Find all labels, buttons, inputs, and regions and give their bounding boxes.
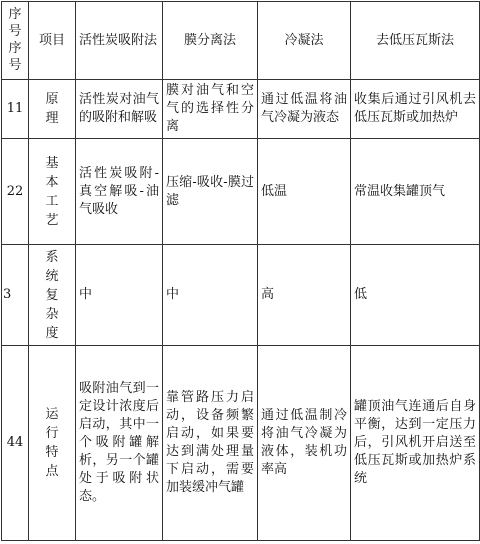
table-row xyxy=(2,245,480,345)
row-item xyxy=(29,139,76,245)
header-item-text: 项目 xyxy=(38,32,65,48)
header-low-pressure-gas xyxy=(351,2,480,80)
row-item xyxy=(29,245,76,345)
row-activated-carbon xyxy=(76,245,163,345)
header-activated-carbon xyxy=(76,2,163,80)
row-low-pressure-gas xyxy=(351,345,480,540)
row-seq xyxy=(2,139,29,245)
row-activated-carbon xyxy=(76,80,163,139)
row-condensation-text: 通过低温制冷将油气冷凝为液体，装机功率高 xyxy=(261,407,347,477)
table-row xyxy=(2,139,480,245)
row-membrane xyxy=(163,245,258,345)
row-condensation xyxy=(258,139,351,245)
header-membrane-text: 膜分离法 xyxy=(183,32,236,48)
row-low-pressure-gas-text: 低 xyxy=(354,287,368,303)
header-seq xyxy=(2,2,29,80)
row-low-pressure-gas-text: 罐顶油气连通后自身平衡，达到一定压力后，引风机开启送至低压瓦斯或加热炉系统 xyxy=(354,398,476,486)
row-item-text: 基本工艺 xyxy=(45,155,59,228)
row-seq xyxy=(2,245,29,345)
row-seq xyxy=(2,345,29,540)
row-seq-text: 22 xyxy=(6,183,24,199)
row-low-pressure-gas xyxy=(351,139,480,245)
row-seq-text: 44 xyxy=(6,434,24,450)
row-activated-carbon-text: 吸附油气到一定设计浓度后启动，其中一个吸附罐解析，另一个罐处于吸附状态。 xyxy=(79,380,159,504)
table-header-row xyxy=(2,2,480,80)
row-condensation xyxy=(258,345,351,540)
header-seq-text: 序号序号 xyxy=(8,7,22,74)
row-seq-text: 3 xyxy=(3,287,12,303)
row-item-text: 原理 xyxy=(45,92,59,127)
row-membrane-text: 膜对油气和空气的选择性分离 xyxy=(166,83,254,135)
row-condensation xyxy=(258,80,351,139)
header-low-pressure-gas-text: 去低压瓦斯法 xyxy=(375,32,454,48)
row-activated-carbon-text: 中 xyxy=(79,287,93,303)
row-condensation-text: 高 xyxy=(261,287,275,303)
row-low-pressure-gas-text: 收集后通过引风机去低压瓦斯或加热炉 xyxy=(354,92,476,126)
row-membrane xyxy=(163,139,258,245)
row-activated-carbon-text: 活性炭对油气的吸附和解吸 xyxy=(79,92,159,126)
header-activated-carbon-text: 活性炭吸附法 xyxy=(79,32,158,48)
row-activated-carbon xyxy=(76,139,163,245)
row-condensation xyxy=(258,245,351,345)
header-condensation-text: 冷凝法 xyxy=(284,32,324,48)
row-seq xyxy=(2,80,29,139)
row-membrane xyxy=(163,80,258,139)
comparison-table xyxy=(1,1,480,541)
header-membrane xyxy=(163,2,258,80)
row-seq-text: 11 xyxy=(6,101,24,117)
row-activated-carbon xyxy=(76,345,163,540)
row-item-text: 运行特点 xyxy=(45,406,59,479)
row-item xyxy=(29,80,76,139)
row-membrane-text: 压缩-吸收-膜过滤 xyxy=(166,174,254,208)
row-item xyxy=(29,345,76,540)
row-low-pressure-gas xyxy=(351,80,480,139)
row-condensation-text: 低温 xyxy=(261,183,288,199)
row-item-text: 系统复杂度 xyxy=(45,249,59,341)
row-membrane xyxy=(163,345,258,540)
table-row xyxy=(2,80,480,139)
row-condensation-text: 通过低温将油气冷凝为液态 xyxy=(261,92,347,126)
row-membrane-text: 中 xyxy=(166,287,180,303)
header-item xyxy=(29,2,76,80)
row-membrane-text: 靠管路压力启动，设备频繁启动，如果要达到满处理量下启动，需要加装缓冲气罐 xyxy=(166,389,254,495)
row-low-pressure-gas xyxy=(351,245,480,345)
header-condensation xyxy=(258,2,351,80)
table-row xyxy=(2,345,480,540)
row-low-pressure-gas-text: 常温收集罐顶气 xyxy=(354,183,446,199)
row-activated-carbon-text: 活性炭吸附-真空解吸-油气吸收 xyxy=(79,165,159,217)
